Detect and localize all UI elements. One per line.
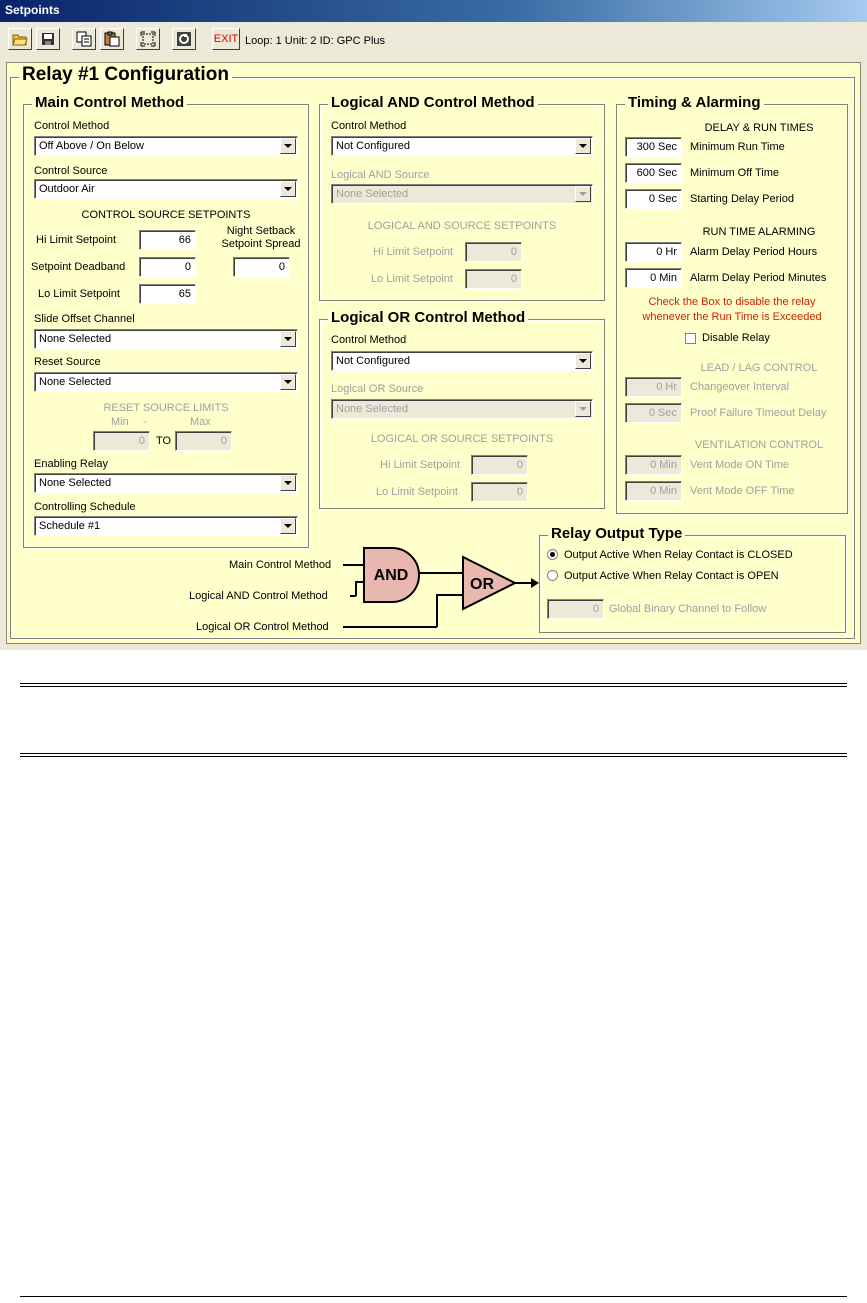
and-hi-limit-input[interactable]: 0 [465,242,522,262]
and-control-method-label: Control Method [331,120,407,132]
delay-run-header: DELAY & RUN TIMES [704,122,814,134]
divider-bottom [20,1296,847,1297]
reset-source-value: None Selected [39,376,112,388]
night-setback-input[interactable]: 0 [233,257,290,277]
main-control-title: Main Control Method [32,94,187,111]
relay-title: Relay #1 Configuration [19,64,232,86]
proof-failure-input[interactable]: 0 Sec [625,403,682,423]
copy-icon[interactable] [72,28,96,50]
output-arrow-icon [531,578,539,588]
or-hi-limit-label: Hi Limit Setpoint [380,459,461,471]
alarm-header: RUN TIME ALARMING [702,226,816,238]
lo-limit-label: Lo Limit Setpoint [38,288,120,300]
main-control-source-value: Outdoor Air [39,183,95,195]
relay-config-panel [6,62,861,644]
binary-channel-label: Global Binary Channel to Follow [609,603,767,615]
deadband-label: Setpoint Deadband [31,261,126,273]
logic-diagram [7,63,862,645]
save-icon[interactable] [36,28,60,50]
enabling-relay-value: None Selected [39,477,112,489]
diagram-main-label: Main Control Method [229,559,332,571]
refresh-icon[interactable] [172,28,196,50]
reset-min-label: Min [111,416,129,428]
or-source-label: Logical OR Source [331,383,424,395]
hi-limit-input[interactable]: 66 [139,230,196,250]
fit-icon[interactable] [136,28,160,50]
changeover-label: Changeover Interval [690,381,790,393]
timing-title: Timing & Alarming [625,94,764,111]
and-hi-limit-label: Hi Limit Setpoint [373,246,454,258]
min-run-input[interactable]: 300 Sec [625,137,682,157]
binary-channel-input[interactable]: 0 [547,599,604,619]
main-control-source-label: Control Source [34,165,108,177]
or-hi-limit-input[interactable]: 0 [471,455,528,475]
controlling-schedule-value: Schedule #1 [39,520,101,532]
or-lo-limit-label: Lo Limit Setpoint [376,486,458,498]
paste-icon[interactable] [100,28,124,50]
relay-output-title: Relay Output Type [548,525,685,542]
and-setpoints-header: LOGICAL AND SOURCE SETPOINTS [367,220,557,232]
and-lo-limit-input[interactable]: 0 [465,269,522,289]
enabling-relay-label: Enabling Relay [34,458,108,470]
lo-limit-input[interactable]: 65 [139,284,196,304]
or-source-value: None Selected [336,403,409,415]
vent-header: VENTILATION CONTROL [694,439,824,451]
or-lo-limit-input[interactable]: 0 [471,482,528,502]
vent-off-label: Vent Mode OFF Time [690,485,795,497]
window-title: Setpoints [5,3,60,17]
or-gate-label: OR [470,576,494,593]
vent-on-input[interactable]: 0 Min [625,455,682,475]
divider-mid-1 [20,753,847,754]
reset-max-input[interactable]: 0 [175,431,232,451]
start-delay-input[interactable]: 0 Sec [625,189,682,209]
main-control-method-value: Off Above / On Below [39,140,144,152]
and-lo-limit-label: Lo Limit Setpoint [371,273,453,285]
and-control-method-value: Not Configured [336,140,410,152]
disable-warning-line2: whenever the Run Time is Exceeded [642,311,822,323]
slide-offset-label: Slide Offset Channel [34,313,135,325]
open-folder-icon[interactable] [8,28,32,50]
logical-or-title: Logical OR Control Method [328,309,528,326]
or-setpoints-header: LOGICAL OR SOURCE SETPOINTS [370,433,554,445]
reset-min-input[interactable]: 0 [93,431,150,451]
and-gate-label: AND [373,567,409,584]
toolbar [0,22,867,56]
or-control-method-label: Control Method [331,334,407,346]
vent-off-input[interactable]: 0 Min [625,481,682,501]
reset-to-label: TO [156,435,172,447]
leadlag-header: LEAD / LAG CONTROL [700,362,818,374]
exit-button[interactable]: EXIT [212,28,240,50]
hi-limit-label: Hi Limit Setpoint [36,234,117,246]
controlling-schedule-label: Controlling Schedule [34,501,136,513]
reset-source-label: Reset Source [34,356,101,368]
start-delay-label: Starting Delay Period [690,193,794,205]
alarm-hours-label: Alarm Delay Period Hours [690,246,818,258]
deadband-input[interactable]: 0 [139,257,196,277]
reset-limits-header: RESET SOURCE LIMITS [103,402,229,414]
vent-on-label: Vent Mode ON Time [690,459,790,471]
control-source-setpoints-header: CONTROL SOURCE SETPOINTS [81,209,251,221]
min-off-label: Minimum Off Time [690,167,780,179]
alarm-hours-input[interactable]: 0 Hr [625,242,682,262]
min-run-label: Minimum Run Time [690,141,785,153]
disable-warning-line1: Check the Box to disable the relay [648,296,816,308]
status-text: Loop: 1 Unit: 2 ID: GPC Plus [245,35,386,47]
reset-max-label: Max [190,416,211,428]
reset-dash: - [143,416,147,428]
and-source-value: None Selected [336,188,409,200]
proof-failure-label: Proof Failure Timeout Delay [690,407,827,419]
night-setback-label: Night Setback [226,225,296,237]
divider-top-1 [20,683,847,684]
divider-mid-2 [20,756,847,757]
title-bar [0,0,867,22]
logical-and-title: Logical AND Control Method [328,94,538,111]
or-control-method-value: Not Configured [336,355,410,367]
diagram-or-label: Logical OR Control Method [196,621,329,633]
main-control-method-label: Control Method [34,120,110,132]
disable-relay-label: Disable Relay [702,332,770,344]
slide-offset-value: None Selected [39,333,112,345]
diagram-and-label: Logical AND Control Method [189,590,328,602]
output-closed-label: Output Active When Relay Contact is CLOSED [564,549,793,561]
alarm-minutes-label: Alarm Delay Period Minutes [690,272,827,284]
and-source-label: Logical AND Source [331,169,430,181]
min-off-input[interactable]: 600 Sec [625,163,682,183]
alarm-minutes-input[interactable]: 0 Min [625,268,682,288]
output-open-label: Output Active When Relay Contact is OPEN [564,570,779,582]
setpoint-spread-label: Setpoint Spread [221,238,301,250]
changeover-input[interactable]: 0 Hr [625,377,682,397]
setpoints-window [0,0,867,650]
divider-top-2 [20,686,847,687]
